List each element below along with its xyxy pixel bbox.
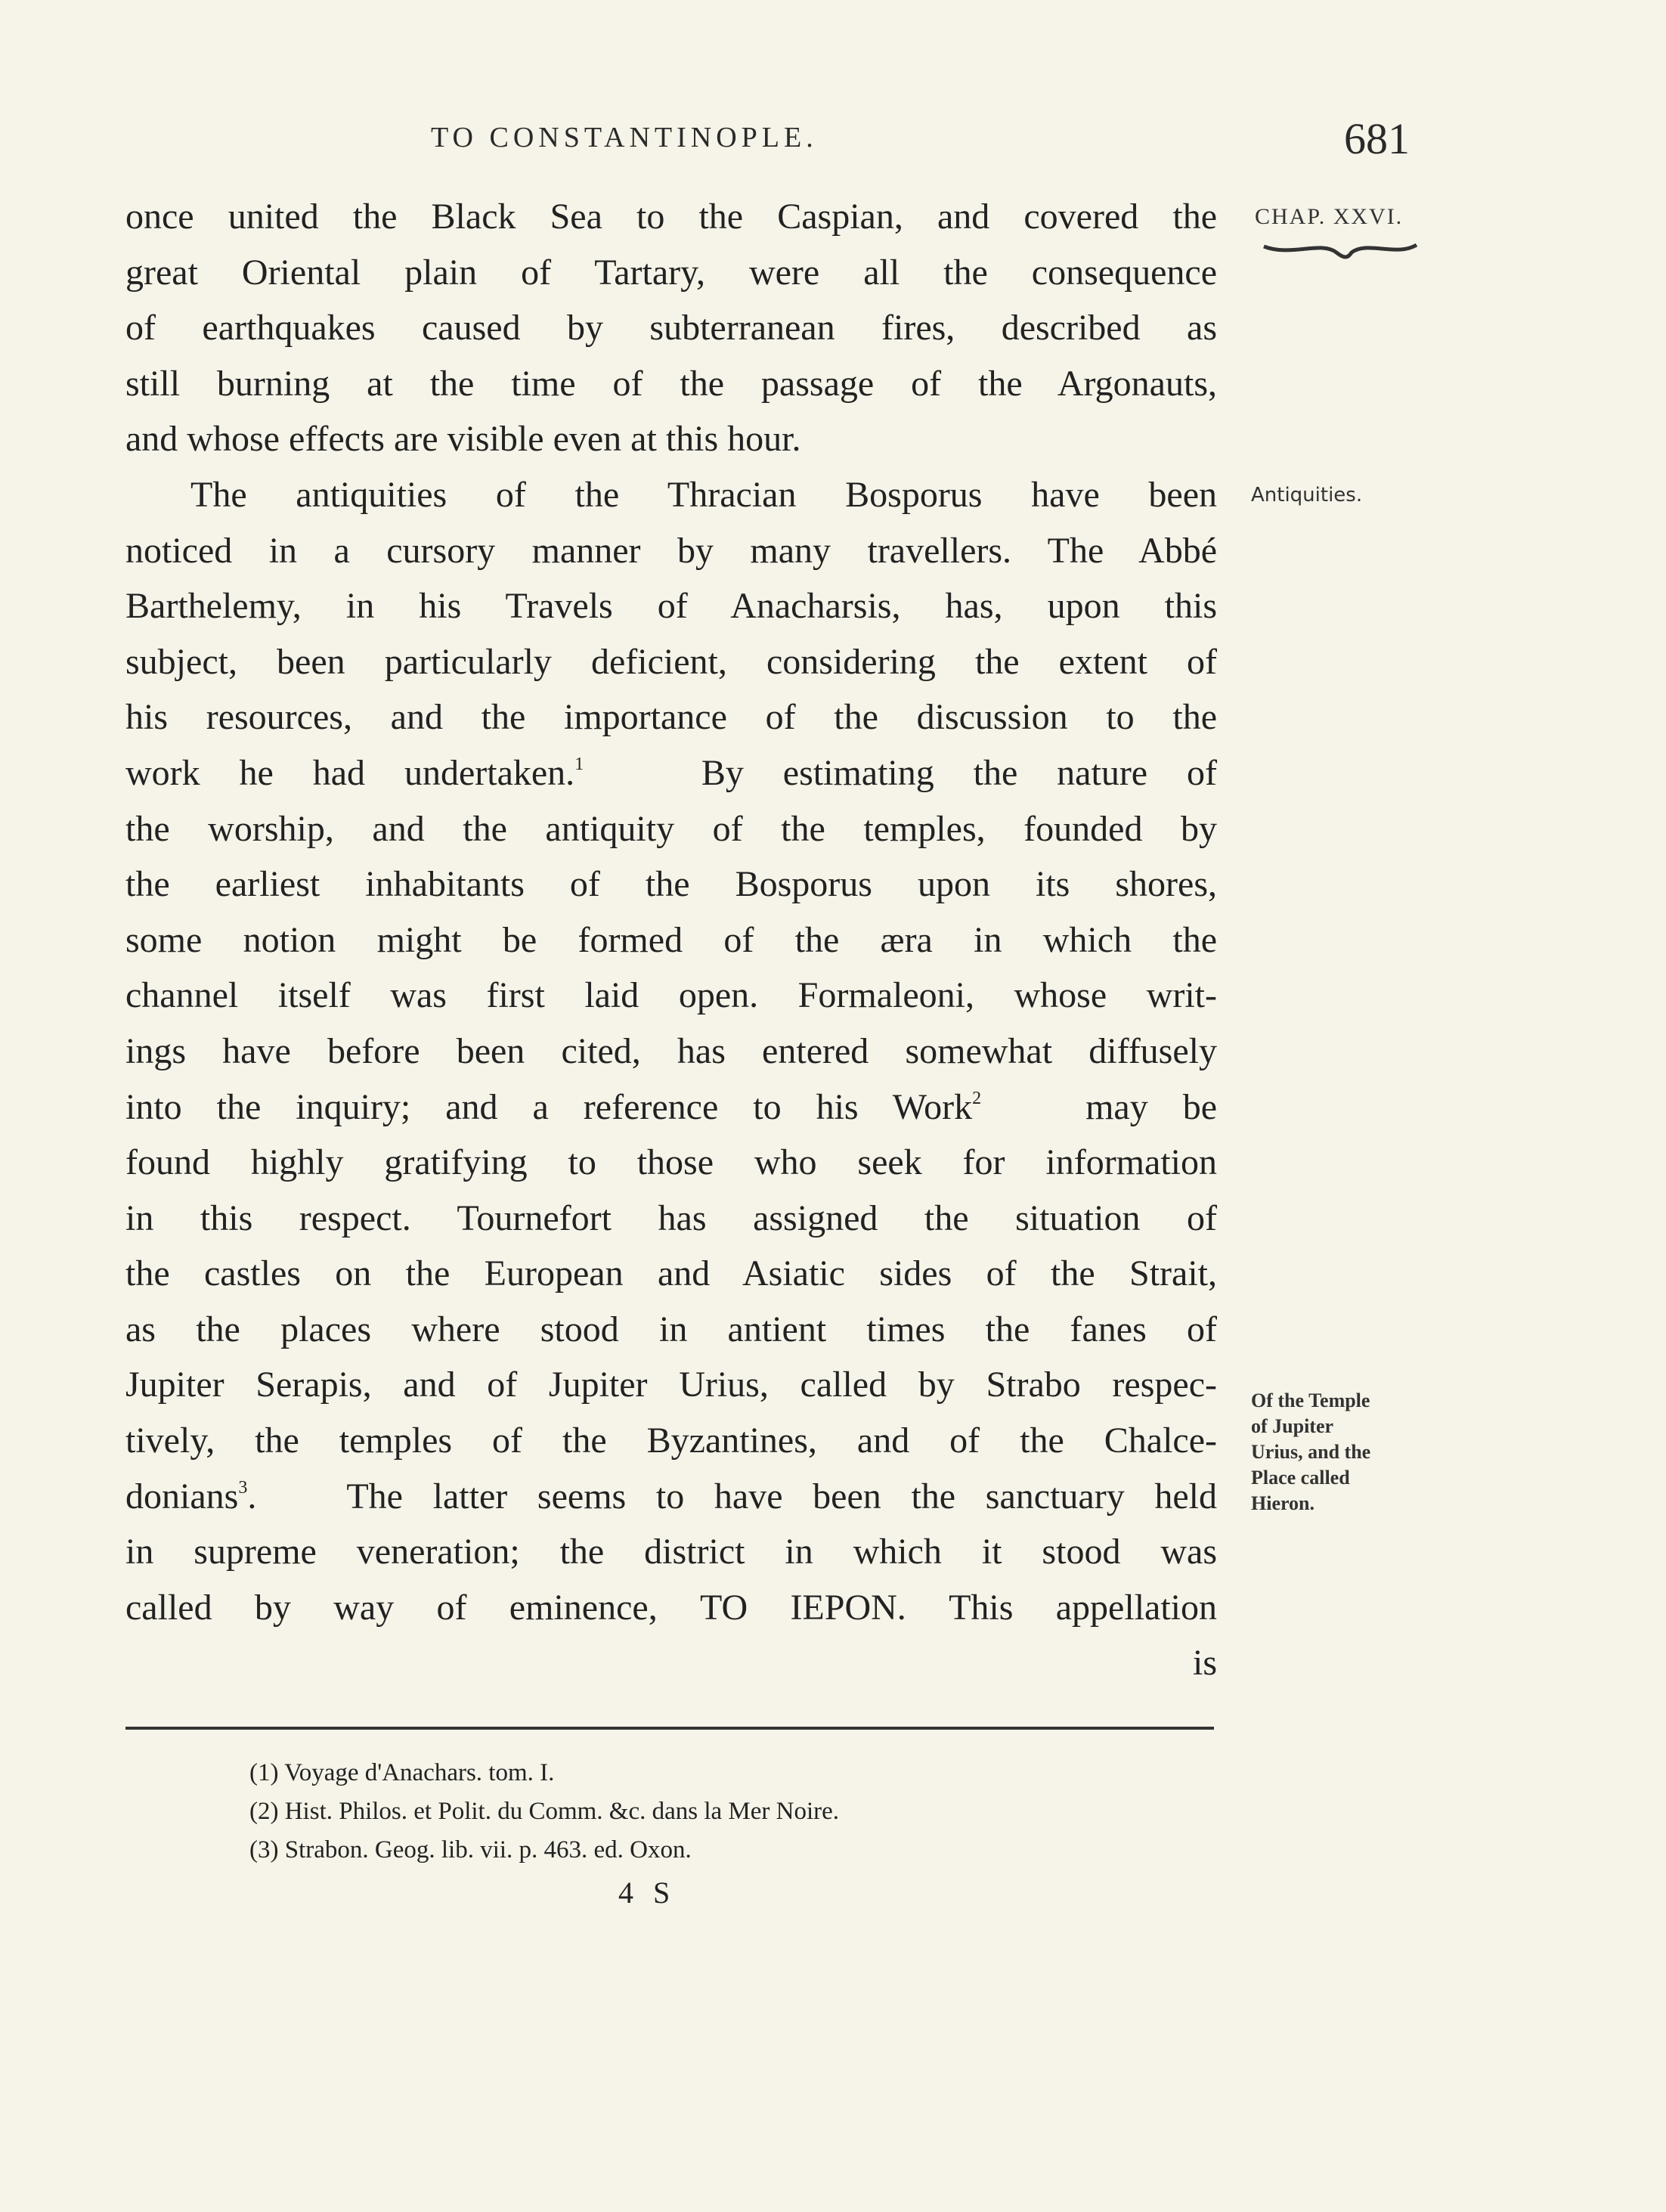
text-segment: work he had undertaken. <box>125 752 575 793</box>
footnote: (2) Hist. Philos. et Polit. du Comm. &c. dans la Mer Noire. <box>249 1798 840 1825</box>
text-line: ings have before been cited, has entered somewhat diffusely <box>125 1030 1217 1071</box>
footnote: (3) Strabon. Geog. lib. vii. p. 463. ed. Oxon. <box>249 1836 692 1863</box>
text-line: found highly gratifying to those who seek for information <box>125 1142 1217 1183</box>
text-line: the worship, and the antiquity of the temples, founded by <box>125 808 1217 849</box>
margin-note-temple-line: of Jupiter <box>1251 1415 1334 1437</box>
text-line: once united the Black Sea to the Caspian, and covered the <box>125 197 1217 237</box>
footnote-ref: 3 <box>238 1477 248 1498</box>
text-line: some notion might be formed of the æra in which the <box>125 919 1217 960</box>
text-line: channel itself was first laid open. Formaleoni, whose writ- <box>125 975 1217 1016</box>
catchword: is <box>1192 1643 1217 1684</box>
footnote-rule <box>125 1727 1214 1730</box>
margin-note-chapter: CHAP. XXVI. <box>1255 204 1404 229</box>
margin-note-temple-line: Place called <box>1251 1467 1350 1489</box>
text-line: as the places where stood in antient times the fanes of <box>125 1309 1217 1349</box>
text-line: called by way of eminence, ΤΟ ΙΕΡΟΝ. This appellation <box>125 1587 1217 1628</box>
brace-ornament-icon <box>1261 240 1420 271</box>
text-line: in supreme veneration; the district in which it stood was <box>125 1532 1217 1572</box>
text-line: and whose effects are visible even at this hour. <box>125 419 801 460</box>
running-title: TO CONSTANTINOPLE. <box>431 122 818 153</box>
text-line: the earliest inhabitants of the Bosporus upon its shores, <box>125 864 1217 905</box>
text-segment: into the inquiry; and a reference to his Work <box>125 1086 973 1127</box>
margin-note-temple-line: Hieron. <box>1251 1492 1315 1514</box>
text-line: Barthelemy, in his Travels of Anacharsis, has, upon this <box>125 586 1217 627</box>
text-segment: The latter seems to have been the sanctuary held <box>346 1476 1217 1516</box>
text-line: still burning at the time of the passage of the Argonauts, <box>125 363 1217 404</box>
text-line: The antiquities of the Thracian Bosporus have been <box>190 474 1217 515</box>
footnote: (1) Voyage d'Anachars. tom. I. <box>249 1759 555 1786</box>
text-line: tively, the temples of the Byzantines, and of the Chalce- <box>125 1420 1217 1461</box>
margin-note-antiquities: Antiquities. <box>1251 484 1363 507</box>
margin-note-temple-line: Of the Temple <box>1251 1389 1370 1411</box>
text-line: noticed in a cursory manner by many travellers. The Abbé <box>125 530 1217 571</box>
text-segment: may be <box>1085 1086 1217 1127</box>
text-line: in this respect. Tournefort has assigned the situation of <box>125 1197 1217 1238</box>
footnote-ref: 2 <box>972 1088 982 1108</box>
body-text <box>125 189 1217 1691</box>
footnote-ref: 1 <box>574 754 584 774</box>
signature-mark: 4 S <box>618 1876 677 1910</box>
text-line: subject, been particularly deficient, considering the extent of <box>125 641 1217 682</box>
text-line: of earthquakes caused by subterranean fires, described as <box>125 308 1217 349</box>
text-line <box>125 745 1217 801</box>
text-line: Jupiter Serapis, and of Jupiter Urius, called by Strabo respec- <box>125 1365 1217 1405</box>
text-line <box>125 1080 1217 1135</box>
text-segment: donians <box>125 1476 239 1516</box>
text-line: his resources, and the importance of the discussion to the <box>125 697 1217 738</box>
text-line: great Oriental plain of Tartary, were all the consequence <box>125 252 1217 293</box>
margin-note-temple-line: Urius, and the <box>1251 1441 1371 1463</box>
text-segment: By estimating the nature of <box>701 752 1217 793</box>
margin-note-temple <box>1251 1388 1425 1516</box>
text-line: the castles on the European and Asiatic sides of the Strait, <box>125 1253 1217 1294</box>
text-line: donians$^3$. The latter seems to have been the sanctuary held <box>125 1476 1217 1516</box>
footnotes <box>249 1754 839 1870</box>
page-number: 681 <box>1344 114 1410 163</box>
